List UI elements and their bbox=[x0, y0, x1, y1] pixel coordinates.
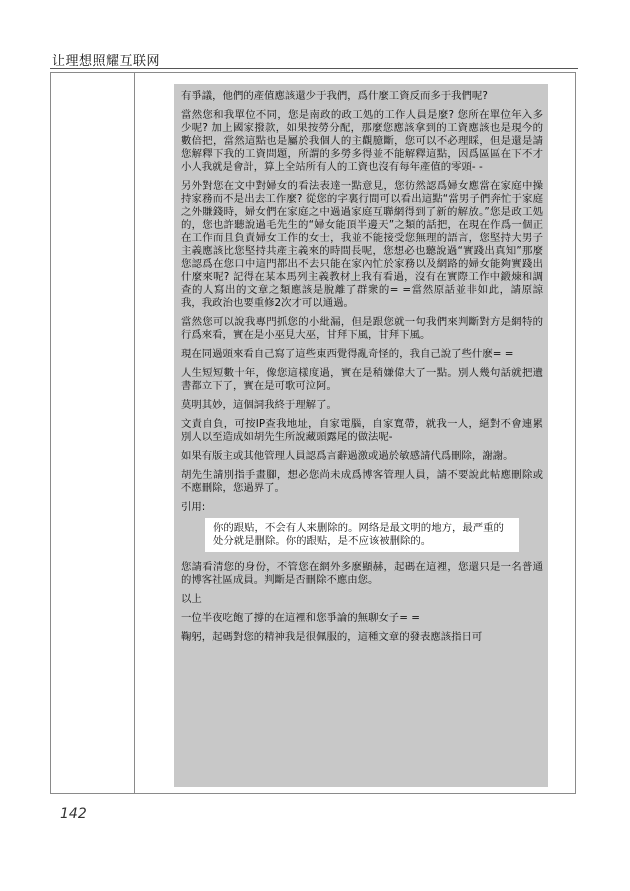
page-number: 142 bbox=[60, 806, 87, 822]
quote-box bbox=[205, 518, 519, 552]
book-header-title: 让理想照耀互联网 bbox=[52, 54, 161, 69]
post-paragraph: 莫明其妙，這個詞我終于理解了。 bbox=[181, 399, 337, 411]
post-paragraph: 另外對您在文中對婦女的看法表達一點意見，您彷然認爲婦女應當在家庭中操持家務而不是出去工作麼? 從您的字裏行間可以看出這點“當男子們奔忙于家庭之外賺錢時，婦女們在家庭之中過過家庭互聯網得到了新的解放。”您是政工処的，您也許聽說過毛先生的“婦女能頂半邊天”之類的話把，在現在作爲一個正在工作而且負責婦女工作的女士，我並不能接受您無理的語言，您堅持大男子主義應該比您堅持共產主義來的時間長呢，您想必也聽說過“實踐出真知”那麼您認爲在您口中這門都出不去只能在家內忙於家務以及網路的婦女能夠實踐出什麼來呢? 記得在某本馬列主義教材上我有看過，沒有在實際工作中鍛煉和調查的人寫出的文章之類應該是脫離了群衆的= =當然原話並非如此，請原諒我，我政治也要重修2次才可以通過。 bbox=[181, 180, 543, 309]
post-paragraph: 以上 bbox=[181, 593, 202, 605]
post-paragraph: 人生短短數十年，像您這樣度過，實在是稍嫌偉大了一點。別人幾句話就把遺書都立下了，實在是可歌可泣阿。 bbox=[181, 367, 543, 392]
post-paragraph: 現在同過頭來看自己寫了這些東西覺得亂奇怪的，我自己說了些什麽= = bbox=[181, 348, 514, 360]
post-paragraph: 文責自負，可按IP查我地址，自家電腦，自家寬帶，就我一人，絕對不會連累別人以至造成如胡先生所說藏頭露尾的做法呢- bbox=[181, 418, 543, 443]
quote-text: 你的跟贴，不会有人来删除的。网络是最文明的地方，最严重的处分就是删除。你的跟贴，是不应该被删除的。 bbox=[213, 522, 504, 547]
post-paragraph: 鞠躬，起碼對您的精神我是很佩服的，這種文章的發表應該指日可 bbox=[181, 631, 483, 643]
post-paragraph: 胡先生請別指手畫腳，想必您尚未成爲博客管理人員，請不要說此帖應刪除或不應刪除，您過界了。 bbox=[181, 469, 543, 494]
post-paragraph: 有爭議，他們的產值應該還少于我們，爲什麼工資反而多于我們呢? bbox=[181, 90, 488, 102]
post-paragraph: 一位半夜吃飽了撐的在這裡和您爭論的無聊女子= = bbox=[181, 612, 420, 624]
post-paragraph: 如果有版主或其他管理人員認爲言辭過激或過於敏感請代爲刪除，謝謝。 bbox=[181, 450, 514, 462]
forum-post-content bbox=[174, 84, 548, 787]
post-paragraph: 當然您可以說我專門抓您的小紕漏，但是跟您就一句我們來判斷對方是網特的行爲來看，實在是小巫見大巫，甘拜下風，甘拜下風。 bbox=[181, 316, 543, 341]
frame-column-divider bbox=[134, 72, 135, 794]
header-rule bbox=[50, 68, 578, 69]
quote-label: 引用: bbox=[181, 501, 206, 513]
post-paragraph: 您請看清您的身份，不管您在網外多麽顯赫，起碼在這裡，您還只是一名普通的博客社區成員。判斷是否刪除不應由您。 bbox=[181, 561, 543, 586]
post-paragraph: 當然您和我單位不同，您是南政的政工処的工作人員是麼? 您所在單位年入多少呢? 加上國家撥款，如果按勞分配，那麼您應該拿到的工資應該也是現今的數倍把，當然這點也是屬於我個人的主觀臆斷，您可以不必理睬，但是還是請您解釋下我的工資問題，所謂的多勞多得並不能解釋這點，因爲區區在下不才小人我就是會計，算上全站所有人的工資也沒有每年產值的零頭- - bbox=[181, 109, 543, 173]
